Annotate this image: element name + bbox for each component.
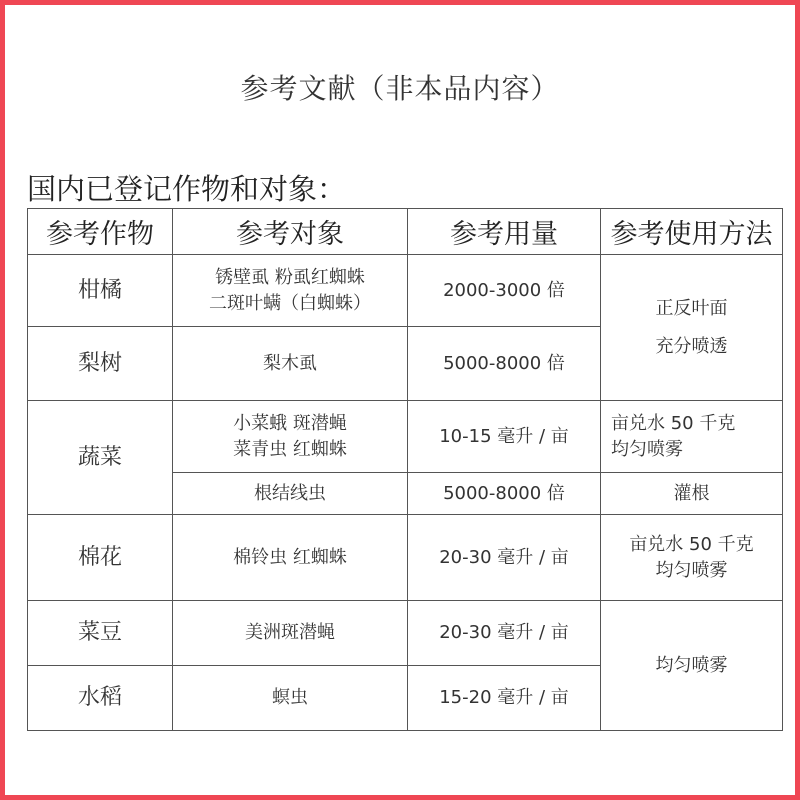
method-line: 均匀喷雾 [611,438,683,460]
section-subtitle: 国内已登记作物和对象： [27,172,347,206]
target-cell [173,255,408,327]
table-header-row [28,209,783,255]
table-row [28,601,783,666]
dosage-cell: 15-20 毫升 / 亩 [408,666,601,731]
method-cell [601,255,783,401]
table-row [28,515,783,601]
dosage-cell: 2000-3000 倍 [408,255,601,327]
header-target: 参考对象 [173,209,408,255]
target-cell: 螟虫 [173,666,408,731]
method-cell: 灌根 [601,473,783,515]
table-row [28,255,783,327]
target-line: 菜青虫 红蜘蛛 [233,438,347,460]
dosage-cell: 20-30 毫升 / 亩 [408,601,601,666]
header-dosage: 参考用量 [408,209,601,255]
dosage-cell: 5000-8000 倍 [408,473,601,515]
crop-cell: 蔬菜 [28,401,173,515]
target-cell: 棉铃虫 红蜘蛛 [173,515,408,601]
target-line: 二斑叶螨（白蜘蛛） [209,292,371,314]
method-line: 均匀喷雾 [655,559,728,581]
crop-cell: 菜豆 [28,601,173,666]
target-line: 锈壁虱 粉虱红蜘蛛 [215,266,365,288]
method-line: 亩兑水 50 千克 [611,412,736,434]
crop-cell: 水稻 [28,666,173,731]
target-cell: 美洲斑潜蝇 [173,601,408,666]
method-cell [601,515,783,601]
method-cell: 均匀喷雾 [601,601,783,731]
crop-cell: 梨树 [28,327,173,401]
target-line: 小菜蛾 斑潜蝇 [233,412,347,434]
target-cell [173,401,408,473]
table-row [28,401,783,473]
crop-cell: 棉花 [28,515,173,601]
header-method: 参考使用方法 [601,209,783,255]
dosage-cell: 10-15 毫升 / 亩 [408,401,601,473]
method-line: 正反叶面 [655,297,728,319]
method-cell [601,401,783,473]
crop-cell: 柑橘 [28,255,173,327]
method-line: 充分喷透 [655,335,728,357]
dosage-cell: 20-30 毫升 / 亩 [408,515,601,601]
page-title: 参考文献（非本品内容） [240,72,560,105]
target-cell: 根结线虫 [173,473,408,515]
header-crop: 参考作物 [28,209,173,255]
method-line: 亩兑水 50 千克 [629,533,754,555]
target-cell: 梨木虱 [173,327,408,401]
dosage-cell: 5000-8000 倍 [408,327,601,401]
reference-table [27,208,783,731]
